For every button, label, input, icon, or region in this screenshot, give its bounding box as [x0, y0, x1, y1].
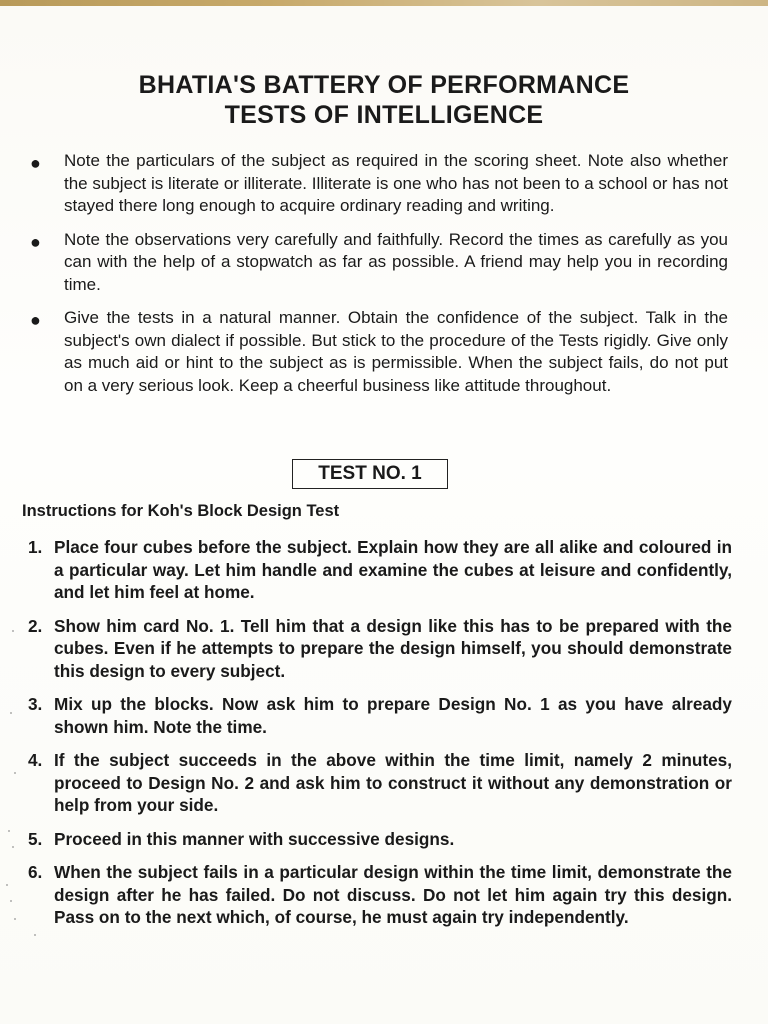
general-instructions-list — [28, 150, 728, 408]
step-number: 1. — [28, 537, 43, 557]
step-item — [20, 828, 732, 851]
step-item — [20, 749, 732, 817]
bullet-dot-icon: ● — [30, 310, 41, 330]
step-item — [20, 615, 732, 683]
step-text: Place four cubes before the subject. Explain how they are all alike and coloured in a particular way. Let him handle and examine the cubes at leisure and confidently, and let him feel at home. — [54, 537, 732, 602]
page-top-edge — [0, 0, 768, 6]
bullet-item — [28, 150, 728, 218]
step-item — [20, 536, 732, 604]
scan-speck — [14, 918, 16, 920]
scan-speck — [10, 900, 12, 902]
scan-speck — [8, 830, 10, 832]
page-title — [0, 70, 768, 130]
bullet-text: Give the tests in a natural manner. Obtain the confidence of the subject. Talk in the subject's own dialect if possible. But stick to the procedure of the Tests rigidly. Give only as much aid or hint to the subject as is permissible. When the subject fails, do not put on a very serious look. Keep a cheerful business like attitude throughout. — [64, 308, 728, 395]
section-subheading: Instructions for Koh's Block Design Test — [22, 502, 340, 520]
test-steps-list — [20, 536, 732, 940]
scan-speck — [12, 846, 14, 848]
scan-speck — [10, 712, 12, 714]
step-text: When the subject fails in a particular design within the time limit, demonstrate the design after he has failed. Do not discuss. Do not let him again try this design. Pass on to the next which, of course, he must again try independently. — [54, 862, 732, 927]
step-number: 6. — [28, 862, 43, 882]
step-number: 2. — [28, 615, 43, 636]
bullet-dot-icon: ● — [30, 231, 41, 252]
step-text: Mix up the blocks. Now ask him to prepare Design No. 1 as you have already shown him. Note the time. — [54, 694, 732, 737]
step-number: 5. — [28, 828, 43, 849]
scan-speck — [6, 884, 8, 886]
bullet-dot-icon: ● — [30, 153, 41, 173]
title-line-2: TESTS OF INTELLIGENCE — [224, 101, 544, 129]
step-item — [20, 693, 732, 738]
step-text: Proceed in this manner with successive designs. — [54, 828, 455, 849]
step-item — [20, 861, 732, 929]
scan-speck — [12, 630, 14, 632]
scan-speck — [14, 772, 16, 774]
step-text: Show him card No. 1. Tell him that a design like this has to be prepared with the cubes. Even if he attempts to prepare the design himself, you should demonstrate this design to every subject. — [54, 615, 732, 681]
scan-speck — [34, 934, 36, 936]
step-number: 3. — [28, 694, 43, 714]
bullet-text: Note the observations very carefully and faithfully. Record the times as carefully as you can with the help of a stopwatch as far as possible. A friend may help you in recording time. — [64, 229, 728, 294]
bullet-item — [28, 307, 728, 397]
step-number: 4. — [28, 750, 43, 770]
bullet-text: Note the particulars of the subject as required in the scoring sheet. Note also whether the subject is literate or illiterate. Illiterate is one who has not been to a school or has not stayed there long enough to acquire ordinary reading and writing. — [64, 151, 728, 215]
step-text: If the subject succeeds in the above within the time limit, namely 2 minutes, proceed to Design No. 2 and ask him to construct it without any demonstration or help from your side. — [54, 750, 732, 815]
test-number-box: TEST NO. 1 — [292, 459, 448, 489]
title-line-1: BHATIA'S BATTERY OF PERFORMANCE — [138, 71, 630, 99]
bullet-item — [28, 229, 728, 297]
